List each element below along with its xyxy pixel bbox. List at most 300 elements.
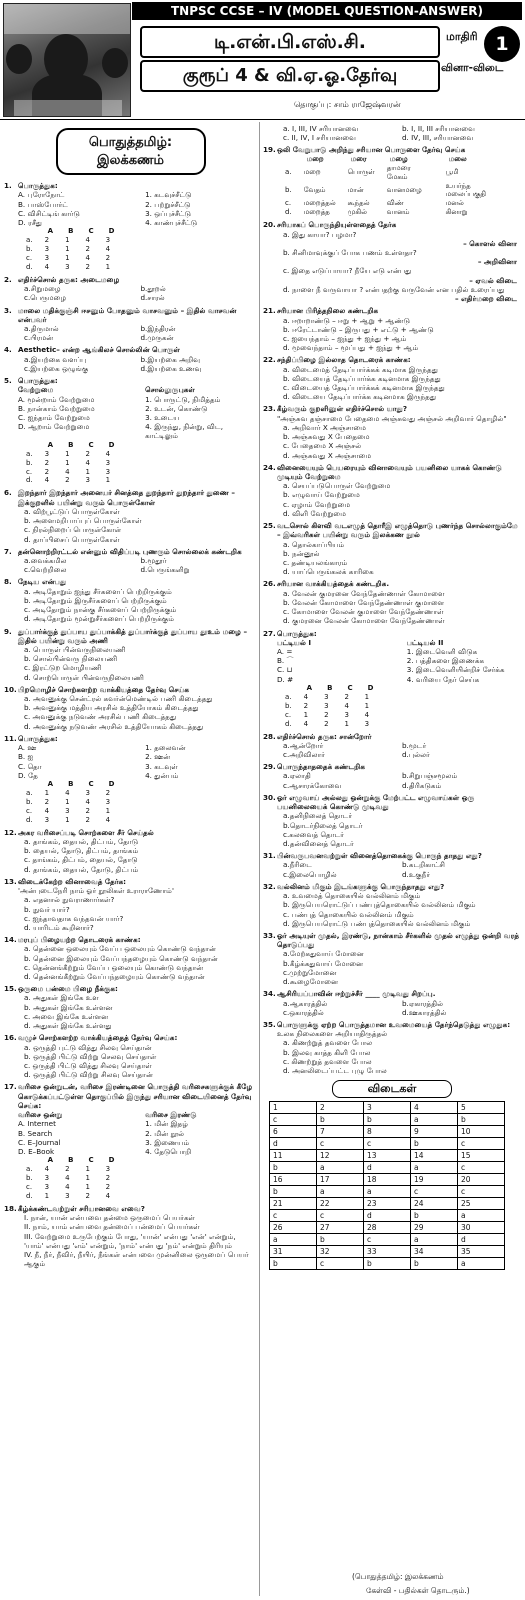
answer-key-letter: b: [270, 1186, 317, 1198]
answer-option: c.பிரமன்: [24, 333, 54, 343]
question-text: பொருந்தாததைக் கண்டறிக: [277, 762, 365, 772]
answer-code-row: [20, 441, 120, 450]
question-number: 21.: [263, 306, 276, 316]
answer-code-cell: 3: [44, 449, 50, 458]
answer-option: a. விற்பூட்டுப் பொருள்கோள்: [24, 506, 120, 516]
question-number: 7.: [4, 546, 12, 556]
answer-key-letter: d: [270, 1138, 317, 1150]
answer-code-cell: 4: [65, 1174, 70, 1183]
answer-option: a.ஆன்றோர்: [283, 740, 324, 750]
sound-meaning-head-cell: மறை: [306, 154, 324, 163]
option-list: [263, 423, 521, 460]
option-list: [4, 944, 257, 981]
answer-key-number: 10: [458, 1126, 505, 1138]
answer-option: d.முருகன்: [140, 333, 174, 343]
answer-code-cell: 4: [85, 236, 90, 245]
question-4: [4, 345, 257, 373]
answer-code-cell: 4: [85, 458, 90, 467]
answer-option: b.கீழ்க்கதுவாய் மோனை: [283, 958, 364, 968]
question-text: வினையையும் பெயரையும் வினாவையும் பயனிலை யாகக் கொண்டு முடியும் வேற்றுமை: [277, 462, 502, 482]
question-12: [4, 828, 257, 874]
question-header: [263, 355, 521, 364]
option-list: [4, 556, 257, 574]
sound-meaning-cell: விண்: [386, 199, 404, 208]
answer-option: b. தையல், தோடு, திட்பம், தாங்கம்: [24, 846, 139, 856]
answer-code-cell: [20, 227, 39, 236]
match-right-item: 1. கடவுச்சீட்டு: [145, 190, 192, 200]
match-left-item: C. விசிட்டிங் கார்டு: [18, 208, 80, 218]
answer-code-cell: 4: [344, 701, 349, 710]
answer-code-cell: A: [47, 780, 54, 788]
footer-line-1: (பொதுத்தமிழ்: இலக்கணம்: [352, 1572, 444, 1581]
question-text: வடசொல் கிளவி வடஎழுத் தொரீஇ எழுத்தொடு புணர்ந்த சொல்லாகும்மே – இவ்வரிகள் பயின்று வரும் இலக்கண நூல்: [277, 521, 518, 540]
answer-option: d.சாரல்: [140, 293, 165, 303]
answer-code-cell: 4: [44, 806, 50, 815]
match-column-head: சொல்லுருபுகள்: [145, 385, 195, 395]
option-list: [263, 741, 521, 759]
match-left-item: B. ⌒: [277, 656, 294, 666]
answer-code-table: [279, 684, 379, 729]
question-16: [4, 1033, 257, 1079]
sound-meaning-cell: கினாறு: [445, 208, 468, 217]
answer-code-cell: [20, 780, 39, 789]
answer-code-cell: 2: [44, 797, 50, 806]
answer-option: b. I, II, III சரியானவை: [402, 124, 475, 133]
answer-code-cell: d.: [285, 719, 292, 728]
sound-meaning-head-cell: மலை: [448, 154, 467, 163]
option-list: [263, 771, 521, 789]
question-number: 29.: [263, 762, 276, 772]
answer-code-row: [279, 684, 379, 693]
question-header: [4, 734, 257, 743]
answer-option: c. பேதைமை X அஞ்சல்: [283, 441, 362, 451]
question-23: [263, 404, 521, 459]
question-34: [263, 989, 521, 1017]
answer-option: c.வெற்றிலை: [24, 565, 67, 575]
option-list: [263, 124, 521, 142]
left-column: [4, 124, 257, 1272]
question-number: 3.: [4, 305, 12, 315]
question-number: 35.: [263, 1019, 276, 1029]
answer-code-cell: 3: [364, 719, 370, 728]
question-10: [4, 685, 257, 731]
answer-option: b.இயற்கை அறிவு: [140, 354, 201, 364]
match-left-item: D. ரசீது: [18, 217, 43, 227]
answer-option: a. தொல்காப்பியம்: [283, 539, 345, 549]
question-1: [4, 181, 257, 272]
option-list: [4, 355, 257, 373]
answer-option: c.பெருமழை: [24, 293, 67, 303]
answer-code-row: [20, 780, 120, 789]
question-text: ஒலி வேறுபாடு அறிந்து சரியான பொருளை தேர்வு செய்க: [277, 145, 466, 155]
answer-option: d. யாப்பெருங்கலக் காரிகை: [283, 567, 374, 577]
answer-code-cell: 1: [44, 1192, 50, 1201]
answer-code-cell: C: [347, 683, 353, 692]
question-number: 9.: [4, 626, 12, 636]
match-left-item: C. தொ: [18, 761, 42, 771]
match-right-item: 2. பத்திகளை இணைக்க: [406, 656, 485, 666]
answer-option: b. அதுகள் இங்கே உள்ளன: [24, 1002, 113, 1012]
answer-code-cell: 3: [344, 710, 349, 719]
answer-key-letter: a: [458, 1258, 505, 1270]
answer-code-cell: C: [88, 780, 94, 788]
answer-option: a. உவமைத் தொகையில் வல்லினம் மிகும்: [283, 891, 421, 901]
answer-code-cell: d.: [26, 476, 33, 485]
question-29: [263, 762, 521, 790]
answer-option: b. நுவர் யார்?: [24, 904, 70, 914]
option-list: [4, 694, 257, 731]
answer-key-number: 12: [317, 1150, 364, 1162]
model-label: மாதிரி: [446, 30, 478, 43]
option-list: [263, 860, 521, 878]
question-21: [263, 306, 521, 352]
answer-code-row: [20, 1183, 120, 1192]
question-text: பொருத்துக:: [18, 733, 58, 743]
answer-key-letter: c: [411, 1186, 458, 1198]
answer-code-cell: 2: [344, 692, 349, 701]
question-header: [4, 275, 257, 284]
question-header: [4, 627, 257, 645]
question-3: [4, 306, 257, 343]
answer-key-letter: a: [364, 1186, 411, 1198]
answer-key-number: 22: [317, 1198, 364, 1210]
answer-code-cell: 4: [303, 692, 309, 701]
answer-code-cell: 2: [44, 458, 50, 467]
answer-key-number: 1: [270, 1102, 317, 1114]
answer-code-cell: A: [306, 683, 313, 692]
answer-option: b.இந்திரன்: [140, 324, 176, 334]
answer-code-row: [20, 1165, 120, 1174]
match-right-item: 4. காண்புச்சீட்டு: [145, 217, 198, 227]
answer-option: a. எதனால் நுவராணார்கள்?: [24, 895, 115, 905]
question-number: 16.: [4, 1033, 17, 1043]
sound-meaning-cell: மறைத்தல்: [303, 199, 336, 208]
match-right-item: 2. ஊன்: [145, 752, 171, 762]
answer-code-cell: 3: [44, 245, 50, 254]
question-text: ஒருமை பன்மை பிழை நீக்குக:: [18, 984, 118, 994]
answer-key-letter: a: [411, 1162, 458, 1174]
question-header: [263, 463, 521, 481]
answer-option: d. அதுகள் இங்கே உள்ளது: [24, 1021, 112, 1031]
answer-option: c. அடிதோறும் நான்கு சீர்களைப் பெற்றிருக்கும்: [24, 605, 177, 615]
answer-code-cell: 4: [44, 476, 50, 485]
answer-option: d. IV, III, சரியானவை: [402, 133, 474, 143]
answer-key-number-row: [270, 1126, 505, 1138]
question-number: 19.: [263, 145, 276, 155]
question-18-options: [263, 124, 521, 142]
answer-code-cell: d.: [26, 1192, 33, 1201]
answer-option: a.ஏலாதி: [283, 771, 311, 781]
answer-option: a.வைக்கமில: [24, 555, 67, 565]
question-text: கீழ்வரும் குறளினுள் எதிர்ச்சொல் யாது?: [277, 404, 408, 414]
answer-key-letter: c: [317, 1210, 364, 1222]
sound-meaning-cell: கூந்தல்: [347, 199, 370, 208]
answer-key-letter: b: [364, 1114, 411, 1126]
answer-code-cell: 4: [303, 719, 309, 728]
question-quote: உலக நிலைகளை அறியாதிருத்தல்: [277, 1029, 388, 1039]
answer-option: c. ஐயைந்தாம் – ஐந்து + ஐந்து + ஆம்: [283, 333, 407, 343]
answer-code-cell: 1: [65, 797, 70, 806]
match-left-item: B. பாஸ்போர்ட்: [18, 199, 69, 209]
answer-option: a. தென்னை ஒலையும் வேப்ப ஒலையும் கொண்டு வந்தான்: [24, 944, 216, 954]
answer-code-cell: 1: [105, 263, 111, 271]
match-list: [4, 385, 257, 440]
question-30: [263, 793, 521, 848]
question-text: ஓர் எழுவாய் அல்லது ஒன்றுக்கு மேற்பட்ட எழுவாய்கள் ஒரு பயனிலையைக் கொண்டு முடிவது: [277, 792, 475, 812]
answer-code-cell: 1: [44, 788, 50, 797]
question-26: [263, 579, 521, 625]
answer-code-cell: 4: [105, 449, 111, 458]
question-number: 8.: [4, 577, 12, 587]
option-list: [263, 316, 521, 353]
match-left-item: A. புரோநோட்: [18, 190, 65, 200]
sound-meaning-row: [279, 208, 519, 217]
answer-code-cell: 3: [44, 1183, 50, 1192]
answer-option: c. கோமாளை வேலன் குமாளை வேந்தேண்ணாள்: [283, 607, 444, 617]
match-list: [4, 743, 257, 780]
answer-key-number: 29: [411, 1222, 458, 1234]
answer-key-number-row: [270, 1102, 505, 1114]
series-banner: TNPSC CCSE – IV (MODEL QUESTION-ANSWER): [132, 2, 522, 20]
answer-option: c. ஏழாம் வேற்றுமை: [283, 499, 351, 509]
answer-key-letter: a: [411, 1234, 458, 1246]
answer-option: b. விடையைத் தேடிப்பார்க்க கடினமாக இருந்தது: [283, 373, 441, 383]
answer-code-cell: 1: [65, 245, 70, 254]
answer-key-letter: c: [458, 1186, 505, 1198]
answer-code-cell: 3: [85, 476, 90, 485]
answer-option: d. அவனுக்கு நடுவண் அரசில் உத்தியோகம் கிடைத்தது: [24, 721, 204, 731]
sound-meaning-head-row: [279, 155, 519, 164]
answer-code-cell: 4: [85, 254, 90, 263]
question-text: சரியான வாக்கியத்தைக் கண்டறிக.: [277, 579, 390, 589]
question-number: 25.: [263, 521, 276, 531]
match-column-head: வேற்றுமை: [18, 385, 54, 395]
answer-code-cell: 1: [85, 467, 90, 476]
question-text: கீழ்க்கண்டவற்றுள் சரியானவை எவை?: [18, 1203, 145, 1213]
right-column: [263, 124, 521, 1270]
answer-code-row: [20, 789, 120, 798]
answer-key-number: 11: [270, 1150, 317, 1162]
answer-option: c.ஒகாரத்தில்: [283, 1007, 324, 1017]
match-right-item: 1. பொருட்டு, நிமித்தம்: [145, 394, 221, 404]
question-text: Aesthetic– என்ற ஆங்கிலச் சொல்லின் பொருள்: [18, 345, 181, 355]
sound-meaning-table: [279, 155, 519, 218]
answer-code-cell: 3: [65, 263, 70, 271]
question-text: நேடிய என்பது: [18, 577, 67, 587]
question-number: 11.: [4, 733, 17, 743]
answer-option: a. அவனுக்கு சென்ட்ரல் கவர்ன்மெண்டில் பணி கிடைத்தது: [24, 694, 213, 704]
answer-option: c.முற்றுமோனை: [283, 967, 337, 977]
answer-code-cell: 1: [105, 476, 111, 485]
question-number: 27.: [263, 628, 276, 638]
question-header: [4, 577, 257, 586]
answer-code-row: [20, 1156, 120, 1165]
answer-key-number-row: [270, 1174, 505, 1186]
question-14: [4, 935, 257, 981]
question-text: சந்திப்பிழை இல்லாத தொடரைக் காண்க:: [277, 355, 411, 365]
match-list: [4, 1110, 257, 1156]
answer-code-cell: 4: [44, 263, 50, 271]
answer-code-cell: [279, 684, 298, 693]
answer-key-number: 19: [411, 1174, 458, 1186]
answer-code-row: [20, 816, 120, 825]
match-right-item: 1. தலைவன்: [145, 743, 186, 753]
question-number: 17.: [4, 1082, 17, 1092]
answer-code-cell: 3: [105, 467, 111, 476]
question-text: அகர வரிசைப்படி சொற்களை சீர் செய்தல்: [18, 827, 154, 837]
answer-code-cell: 2: [324, 710, 329, 719]
option-list: [263, 365, 521, 402]
question-32: [263, 882, 521, 928]
match-left-item: D. E–Book: [18, 1146, 55, 1156]
answer-code-row: [20, 227, 120, 236]
sound-meaning-cell: வானம்: [386, 208, 410, 217]
question-text: ஓர் அடியுள் முதல், இரண்டு, நான்காம் சீர்களில் முதல் எழுத்து ஒன்றி வரத் தொடுப்பது: [277, 930, 520, 950]
answer-key-number: 6: [270, 1126, 317, 1138]
answer-code-cell: 4: [65, 1183, 70, 1192]
answer-option: c.அறிவிலார்: [283, 750, 326, 760]
answer-code-cell: 2: [324, 719, 329, 728]
sound-meaning-cell: உயர்ந்த மலைப்பகுதி: [445, 181, 487, 199]
match-right-item: 3. உடைய: [145, 413, 180, 423]
answer-option: a. வேலன் குமரனை வேந்தேண்ணாள் கோமாளை: [283, 588, 445, 598]
pair-item: a. இது காயா? பழமா?: [283, 229, 357, 239]
answer-code-cell: b.: [26, 458, 33, 467]
answer-code-cell: C: [88, 227, 94, 236]
answer-code-cell: 2: [85, 806, 90, 815]
answer-code-cell: a.: [26, 1165, 33, 1174]
question-number: 18.: [4, 1203, 17, 1213]
option-list: [263, 1038, 521, 1075]
sound-meaning-head-cell: மரை: [350, 154, 367, 163]
answer-option: d. அனலிடைப்பட்ட புழு போல: [283, 1066, 387, 1076]
answer-key-letter-row: [270, 1234, 505, 1246]
question-header: [263, 306, 521, 315]
option-list: [263, 481, 521, 518]
answer-option: b. சொல்பின்வரு நிலையணி: [24, 654, 118, 664]
match-left-item: D. #: [277, 674, 294, 684]
compiler-credit: தொகுப்பு: சாம் ராஜேஷ்வரன்: [294, 100, 401, 109]
answer-code-cell: D: [108, 780, 115, 788]
match-right-item: 3. இடைவெளியின்றிச் சேர்க்க: [406, 665, 505, 675]
answer-code-cell: 3: [44, 254, 50, 263]
sound-meaning-head-cell: [279, 155, 298, 164]
question-text: பின்வருபவனவற்றுள் வினைத்தொகைக்கு பொருந் தாதது எது?: [277, 851, 482, 861]
sound-meaning-row: [279, 164, 519, 182]
statement-item: IV. நீ, நீர், நீவிர், நீயிர், நீங்கள் என்பவை முன்னிலை ஒருமைப் பெயர் ஆகும்: [24, 1250, 249, 1269]
question-text: இறந்தார் இறந்தார் அனையர் சினத்தை துறந்தார் துறந்தார் துணை – இக்குறளில் பயின்று வரும் பொருள்கோள்: [18, 488, 235, 507]
match-left-item: A. =: [277, 646, 293, 656]
pair-answer: – எதிர்மறை விடை: [454, 294, 517, 304]
question-number: 23.: [263, 404, 276, 414]
question-header: [263, 732, 521, 741]
page-header: [0, 0, 525, 120]
answer-key-number: 25: [458, 1198, 505, 1210]
option-list: [263, 949, 521, 986]
answer-code-cell: 2: [105, 788, 111, 797]
answer-option: a. பொருள் பின்வருநிலையணி: [24, 644, 126, 654]
answer-option: b.தொடர்நிலைத் தொடர்: [283, 820, 363, 830]
question-11: [4, 734, 257, 825]
answer-code-cell: a.: [26, 449, 33, 458]
match-left-item: A. மூன்றாம் வேற்றுமை: [18, 394, 95, 404]
answer-option: b. எழுவாய் வேற்றுமை: [283, 490, 360, 500]
answer-code-cell: 1: [85, 1183, 90, 1192]
answer-key-number: 35: [458, 1246, 505, 1258]
answer-code-cell: 4: [65, 467, 70, 476]
answer-option: a. கிணற்றுத் தவளை போல: [283, 1038, 373, 1048]
match-list: [4, 190, 257, 227]
question-number: 28.: [263, 731, 276, 741]
answer-code-cell: A: [47, 1156, 54, 1165]
match-right-item: 4. இருந்து, நின்று, விட, காட்டிலும்: [145, 422, 223, 441]
answer-code-row: [20, 459, 120, 468]
answer-key-number: 31: [270, 1246, 317, 1258]
answer-code-cell: 1: [364, 692, 370, 701]
answer-option: d. விளி வேற்றுமை: [283, 508, 347, 518]
sound-meaning-cell: b.: [285, 185, 292, 194]
answer-code-table: [20, 780, 120, 825]
answer-key-table: [269, 1101, 505, 1270]
answer-key-letter-row: [270, 1186, 505, 1198]
answer-key-letter: b: [411, 1210, 458, 1222]
answer-option: a.ஆகாரத்தில்: [283, 998, 328, 1008]
match-right-item: 4. தேடுபொறி: [145, 1146, 192, 1156]
answer-key-letter: a: [317, 1186, 364, 1198]
question-31: [263, 851, 521, 879]
question-number: 20.: [263, 220, 276, 230]
answer-code-cell: 4: [364, 710, 370, 719]
option-list: [4, 507, 257, 544]
match-left-item: B. ஐ: [18, 752, 34, 762]
sound-meaning-cell: a.: [285, 168, 292, 177]
question-text: பொருளுக்கு ஏற்ற பொருத்தமான உவமையைத் தேர்ந்தெடுத்து எழுதுக:: [277, 1019, 511, 1029]
question-header: [4, 984, 257, 993]
answer-key-letter: b: [411, 1258, 458, 1270]
answer-code-cell: 4: [105, 815, 111, 824]
sound-meaning-cell: மனல்: [445, 199, 464, 208]
title-group4: குரூப் 4 & வி.ஏ.ஓ.தேர்வு: [140, 60, 440, 92]
answer-code-cell: B: [327, 683, 333, 692]
question-text: பொருத்துக:: [18, 376, 58, 386]
answer-code-cell: 3: [105, 1165, 111, 1174]
question-text: பொருத்துக:: [277, 628, 317, 638]
question-header: [263, 989, 521, 998]
question-text: சரியாகப் பொருந்தியுள்ளதைத் தேர்க: [277, 220, 397, 230]
sound-meaning-row: [279, 182, 519, 200]
question-header: [263, 404, 521, 413]
answer-code-cell: 1: [65, 254, 70, 263]
option-list: [263, 891, 521, 928]
answer-code-cell: b.: [26, 245, 33, 254]
answer-code-cell: 4: [105, 1192, 111, 1201]
answer-code-cell: 2: [65, 476, 70, 485]
answer-key-number: 33: [364, 1246, 411, 1258]
answer-option: a.நீரிடை: [283, 860, 312, 870]
question-35: [263, 1020, 521, 1075]
question-quote: "அஞ்சுவ தஞ்சாமை பேதைமை அஞ்சுவது அஞ்சல் அறிவார் தொழில்": [277, 413, 507, 423]
question-text: எதிர்ச்சொல் தருக: சான்றோர்: [277, 731, 372, 741]
match-right-item: 3. கடவுள்: [145, 761, 178, 771]
question-number: 30.: [263, 792, 276, 802]
answer-key-number-row: [270, 1246, 505, 1258]
answer-option: c.ஆசாரக்கோவை: [283, 780, 342, 790]
match-right-item: 2. பற்றுச்சீட்டு: [145, 199, 191, 209]
answer-option: d. தாப்பிசைப் பொருள்கோள்: [24, 534, 120, 544]
question-header: [4, 1204, 257, 1213]
answer-key-letter: c: [317, 1258, 364, 1270]
answer-code-cell: 2: [85, 449, 90, 458]
